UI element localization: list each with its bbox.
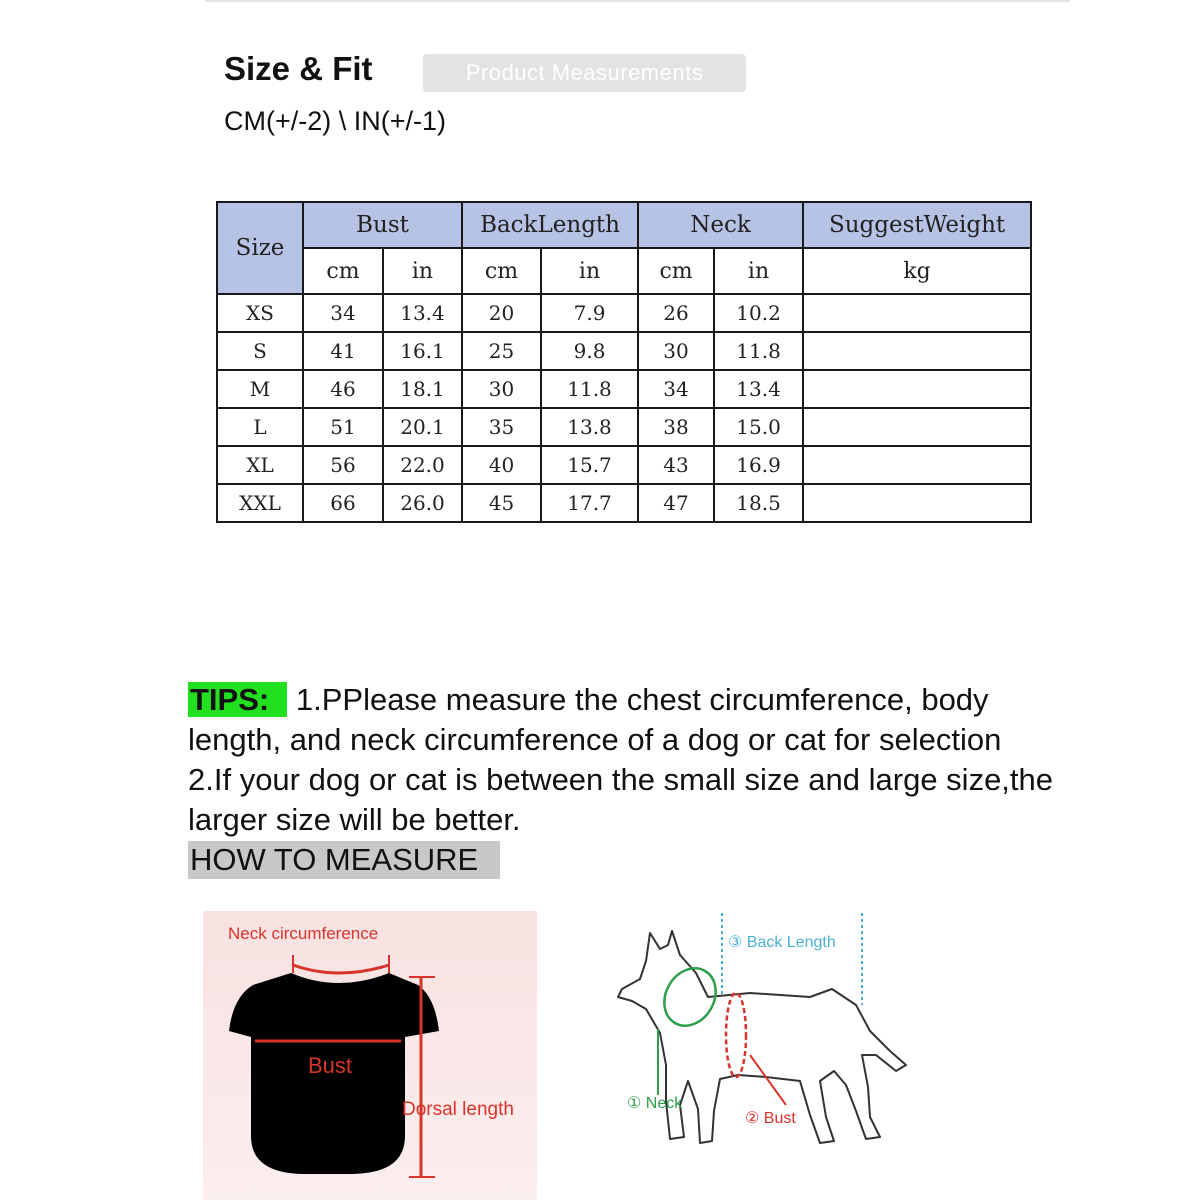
tip-1-text: 1.PPlease measure the chest circumference, body length, and neck circumference of a dog or cat for selection <box>188 682 1002 757</box>
unit-header: in <box>541 248 638 294</box>
table-cell: 13.4 <box>383 294 462 332</box>
shirt-measurement-diagram <box>203 911 537 1200</box>
unit-header: cm <box>462 248 541 294</box>
table-cell: 7.9 <box>541 294 638 332</box>
neck-header: Neck <box>638 202 803 248</box>
table-cell: 10.2 <box>714 294 803 332</box>
size-cell: XXL <box>217 484 303 522</box>
table-cell: 26.0 <box>383 484 462 522</box>
suggest-weight-header: SuggestWeight <box>803 202 1031 248</box>
size-cell: M <box>217 370 303 408</box>
table-row <box>217 294 1031 332</box>
size-cell: XL <box>217 446 303 484</box>
unit-header: kg <box>803 248 1031 294</box>
table-cell: 41 <box>303 332 383 370</box>
table-cell: 30 <box>462 370 541 408</box>
page-title: Size & Fit <box>224 50 373 87</box>
table-cell: 45 <box>462 484 541 522</box>
table-cell: 18.1 <box>383 370 462 408</box>
table-cell: 16.9 <box>714 446 803 484</box>
table-cell: 11.8 <box>541 370 638 408</box>
weight-cell <box>803 332 1031 370</box>
dog-bust-label: ② Bust <box>745 1110 796 1127</box>
size-cell: S <box>217 332 303 370</box>
top-divider <box>205 0 1070 2</box>
size-cell: XS <box>217 294 303 332</box>
bust-header: Bust <box>303 202 462 248</box>
dog-measurement-diagram <box>600 905 930 1165</box>
neck-measure-ring <box>654 959 726 1035</box>
tips-label: TIPS: <box>188 682 287 717</box>
table-cell: 43 <box>638 446 714 484</box>
weight-cell <box>803 446 1031 484</box>
tip-2-text: 2.If your dog or cat is between the small size and large size,the larger size will be better. <box>188 762 1054 837</box>
table-cell: 26 <box>638 294 714 332</box>
table-cell: 13.4 <box>714 370 803 408</box>
table-cell: 15.0 <box>714 408 803 446</box>
tips-paragraph <box>188 680 1088 840</box>
table-group-header-row <box>217 202 1031 248</box>
dog-back-length-label: ③ Back Length <box>728 934 836 951</box>
size-column-header: Size <box>217 202 303 294</box>
unit-header: in <box>383 248 462 294</box>
table-cell: 15.7 <box>541 446 638 484</box>
bust-label: Bust <box>308 1053 353 1078</box>
table-row <box>217 370 1031 408</box>
table-cell: 25 <box>462 332 541 370</box>
table-cell: 34 <box>303 294 383 332</box>
how-to-measure-heading: HOW TO MEASURE <box>188 841 500 879</box>
table-cell: 30 <box>638 332 714 370</box>
bust-pointer-line <box>750 1055 786 1105</box>
table-cell: 47 <box>638 484 714 522</box>
product-measurements-tag: Product Measurements <box>423 54 746 92</box>
size-cell: L <box>217 408 303 446</box>
weight-cell <box>803 408 1031 446</box>
weight-cell <box>803 370 1031 408</box>
table-cell: 18.5 <box>714 484 803 522</box>
table-cell: 11.8 <box>714 332 803 370</box>
table-cell: 16.1 <box>383 332 462 370</box>
dog-neck-label: ① Neck <box>627 1095 683 1112</box>
table-row <box>217 484 1031 522</box>
table-cell: 22.0 <box>383 446 462 484</box>
bust-measure-ring <box>726 993 746 1077</box>
weight-cell <box>803 484 1031 522</box>
unit-header: cm <box>638 248 714 294</box>
dorsal-length-label: Dorsal length <box>402 1099 514 1120</box>
table-cell: 66 <box>303 484 383 522</box>
table-row <box>217 446 1031 484</box>
table-cell: 20 <box>462 294 541 332</box>
table-cell: 9.8 <box>541 332 638 370</box>
size-chart-table <box>216 201 1032 523</box>
neck-circumference-label: Neck circumference <box>228 924 379 943</box>
weight-cell <box>803 294 1031 332</box>
back-length-header: BackLength <box>462 202 638 248</box>
table-cell: 56 <box>303 446 383 484</box>
table-cell: 13.8 <box>541 408 638 446</box>
table-cell: 35 <box>462 408 541 446</box>
tolerance-note: CM(+/-2) \ IN(+/-1) <box>224 106 447 136</box>
table-cell: 38 <box>638 408 714 446</box>
table-unit-header-row <box>217 248 1031 294</box>
table-cell: 40 <box>462 446 541 484</box>
table-row <box>217 332 1031 370</box>
table-cell: 51 <box>303 408 383 446</box>
table-cell: 34 <box>638 370 714 408</box>
unit-header: cm <box>303 248 383 294</box>
unit-header: in <box>714 248 803 294</box>
table-row <box>217 408 1031 446</box>
table-cell: 20.1 <box>383 408 462 446</box>
table-cell: 17.7 <box>541 484 638 522</box>
table-cell: 46 <box>303 370 383 408</box>
